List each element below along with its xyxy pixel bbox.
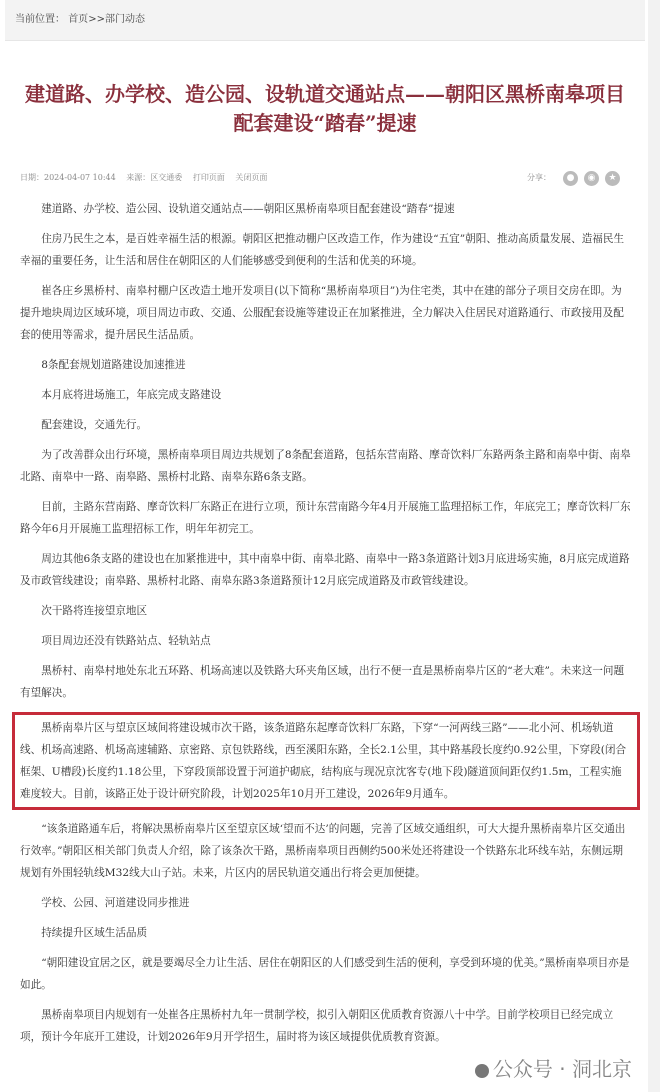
page-title: 建道路、办学校、造公园、设轨道交通站点——朝阳区黑桥南皋项目配套建设“踏春”提速 [25, 82, 625, 135]
paragraph: 建道路、办学校、造公园、设轨道交通站点——朝阳区黑桥南皋项目配套建设“踏春”提速 [41, 203, 455, 215]
breadcrumb-label: 当前位置： [15, 14, 65, 25]
highlight-box [12, 712, 640, 810]
highlighted-paragraph: 黑桥南皋片区与望京区域间将建设城市次干路，该条道路东起摩奇饮料厂东路，下穿“一河两线三路”——北小河、机场轨道线、机场高速路、机场高速辅路、京密路、京包铁路线，西至溪阳东路，全长2.1公里，其中路基段长度约0.92公里，下穿段(闭合框架、U槽段)长度约1.18公里，下穿段顶部设置于河道护砌底，结构底与现况京沈客专(地下段)隧道顶间距仅约1.5m，工程实施难度较大。目前，该路正处于设计研究阶段，计划2025年10月开工建设，2026年9月通车。 [20, 722, 627, 800]
share-label: 分享： [527, 173, 551, 182]
paragraph: 黑桥南皋项目内规划有一处崔各庄黑桥村九年一贯制学校，拟引入朝阳区优质教育资源八十中学。目前学校项目已经完成立项，预计今年底开工建设，计划2026年9月开学招生，届时将为该区域提供优质教育资源。 [20, 1009, 614, 1043]
scrollbar[interactable] [648, 0, 660, 1092]
paragraph: 配套建设，交通先行。 [41, 419, 148, 431]
watermark [20, 1056, 632, 1082]
article-body [20, 0, 632, 1092]
breadcrumb-sep: >> [88, 14, 105, 25]
paragraph: 为了改善群众出行环境，黑桥南皋项目周边共规划了8条配套道路，包括东营南路、摩奇饮料厂东路两条主路和南皋中街、南皋北路、南皋中一路、南皋路、黑桥村北路、南皋东路6条支路。 [20, 449, 631, 483]
close-page-link[interactable]: 关闭页面 [235, 173, 268, 182]
paragraph: 目前，主路东营南路、摩奇饮料厂东路正在进行立项，预计东营南路今年4月开展施工监理招标工作，年底完工；摩奇饮料厂东路今年6月开展施工监理招标工作，明年年初完工。 [20, 501, 631, 535]
paragraph: 黑桥村、南皋村地处东北五环路、机场高速以及铁路大环夹角区域，出行不便一直是黑桥南皋片区的“老大难”。未来这一问题有望解决。 [20, 665, 625, 699]
subheading: 8条配套规划道路建设加速推进 [41, 359, 186, 371]
print-page-link[interactable]: 打印页面 [192, 173, 225, 182]
subheading: 本月底将进场施工，年底完成支路建设 [41, 389, 222, 401]
subheading: 次干路将连接望京地区 [41, 605, 148, 617]
watermark-text: 公众号 · 洞北京 [492, 1057, 632, 1081]
qzone-icon[interactable]: ★ [605, 171, 620, 186]
breadcrumb-home[interactable]: 首页 [68, 14, 89, 25]
subheading: 学校、公园、河道建设同步推进 [41, 897, 190, 909]
paragraph: 崔各庄乡黑桥村、南皋村棚户区改造土地开发项目(以下简称“黑桥南皋项目”)为住宅类，其中在建的部分子项目交房在即。为提升地块周边区域环境，项目周边市政、交通、公服配套设施等建设正在加紧推进，全力解决入住居民对道路通行、市政接用及配套的使用等需求，提升居民生活品质。 [20, 285, 624, 341]
subheading: 持续提升区域生活品质 [41, 927, 148, 939]
wechat-icon[interactable]: ● [563, 171, 578, 186]
paragraph: “朝阳建设宜居之区，就是要竭尽全力让生活、居住在朝阳区的人们感受到生活的便利，享受到环境的优美。”黑桥南皋项目亦是如此。 [20, 957, 630, 991]
paragraph: “该条道路通车后，将解决黑桥南皋片区至望京区域‘望而不达’的问题，完善了区域交通组织，可大大提升黑桥南皋片区交通出行效率。”朝阳区相关部门负责人介绍，除了该条次干路，黑桥南皋项目西侧约500米处还将建设一个铁路东北环线车站，东侧远期规划有外围轻轨线M32线大山子站。未来，片区内的居民轨道交通出行将会更加便捷。 [20, 823, 626, 879]
paragraph: 周边其他6条支路的建设也在加紧推进中，其中南皋中街、南皋北路、南皋中一路3条道路计划3月底进场实施，8月底完成道路及市政管线建设；南皋路、黑桥村北路、南皋东路3条道路预计12月底完成道路及市政管线建设。 [20, 553, 630, 587]
breadcrumb-current[interactable]: 部门动态 [104, 14, 145, 25]
paragraph: 住房乃民生之本，是百姓幸福生活的根源。朝阳区把推动棚户区改造工作，作为建设“五宜”朝阳、推动高质量发展、造福民生幸福的重要任务，让生活和居住在朝阳区的人们能够感受到便利的生活和优美的环境。 [20, 233, 625, 267]
weibo-icon[interactable]: ◉ [584, 171, 599, 186]
subheading: 项目周边还没有铁路站点、轻轨站点 [41, 635, 211, 647]
source: 来源：区交通委 [126, 173, 183, 182]
date: 日期：2024-04-07 10:44 [20, 173, 116, 182]
wechat-logo-icon [475, 1064, 489, 1078]
